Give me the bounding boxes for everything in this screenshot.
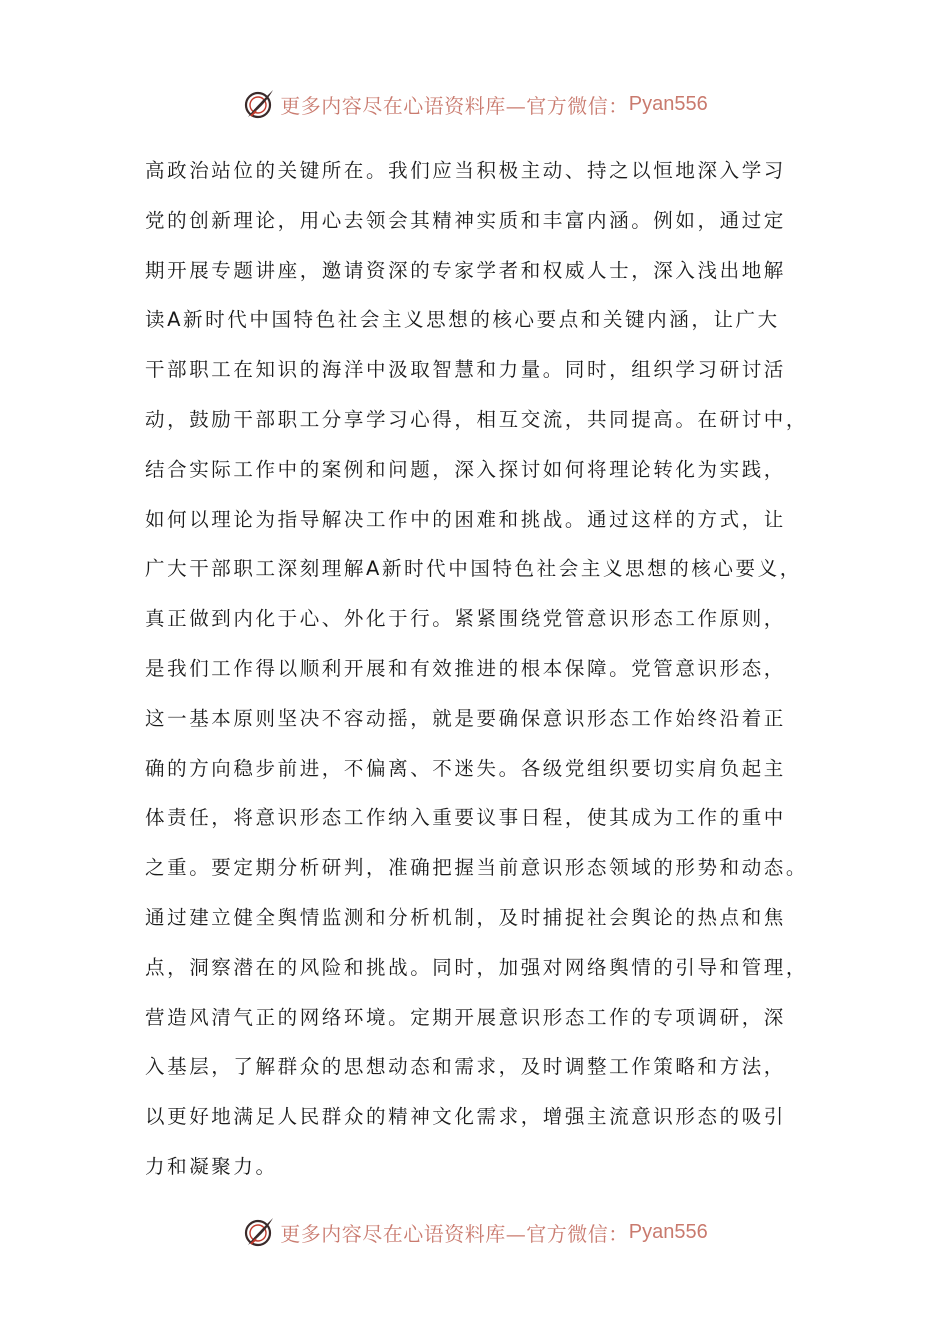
document-body [145,146,835,1192]
body-line: 通过建立健全舆情监测和分析机制，及时捕捉社会舆论的热点和焦 [145,905,786,929]
body-line: 广大干部职工深刻理解A新时代中国特色社会主义思想的核心要义， [145,557,802,581]
body-line: 动，鼓励干部职工分享学习心得，相互交流，共同提高。在研讨中， [145,407,809,431]
body-line: 入基层，了解群众的思想动态和需求，及时调整工作策略和方法， [145,1055,786,1079]
header-banner-text: 更多内容尽在心语资料库—官方微信： [280,93,629,118]
body-line: 干部职工在知识的海洋中汲取智慧和力量。同时，组织学习研讨活 [145,358,786,382]
body-line: 是我们工作得以顺利开展和有效推进的根本保障。党管意识形态， [145,656,786,680]
body-line: 之重。要定期分析研判，准确把握当前意识形态领域的形势和动态。 [145,856,809,880]
header-banner-id: Pyan556 [628,92,708,115]
body-line: 以更好地满足人民群众的精神文化需求，增强主流意识形态的吸引 [145,1105,786,1129]
body-line: 这一基本原则坚决不容动摇，就是要确保意识形态工作始终沿着正 [145,706,786,730]
quill-logo-icon [242,87,276,121]
body-line: 点，洞察潜在的风险和挑战。同时，加强对网络舆情的引导和管理， [145,955,809,979]
header-banner [0,84,950,124]
body-line: 如何以理论为指导解决工作中的困难和挑战。通过这样的方式，让 [145,507,786,531]
body-line: 体责任，将意识形态工作纳入重要议事日程，使其成为工作的重中 [145,806,786,830]
body-line: 结合实际工作中的案例和问题，深入探讨如何将理论转化为实践， [145,457,786,481]
body-line: 期开展专题讲座，邀请资深的专家学者和权威人士，深入浅出地解 [145,258,786,282]
footer-banner [0,1212,950,1252]
body-line: 读A新时代中国特色社会主义思想的核心要点和关键内涵，让广大 [145,308,780,332]
body-line: 党的创新理论，用心去领会其精神实质和丰富内涵。例如，通过定 [145,208,786,232]
quill-logo-icon [242,1215,276,1249]
body-line: 营造风清气正的网络环境。定期开展意识形态工作的专项调研，深 [145,1005,786,1029]
footer-banner-id: Pyan556 [628,1220,708,1243]
body-line: 确的方向稳步前进，不偏离、不迷失。各级党组织要切实肩负起主 [145,756,786,780]
body-line: 高政治站位的关键所在。我们应当积极主动、持之以恒地深入学习 [145,159,786,182]
body-line: 真正做到内化于心、外化于行。紧紧围绕党管意识形态工作原则， [145,607,786,631]
footer-banner-text: 更多内容尽在心语资料库—官方微信： [280,1221,629,1246]
body-line: 力和凝聚力。 [145,1154,278,1178]
